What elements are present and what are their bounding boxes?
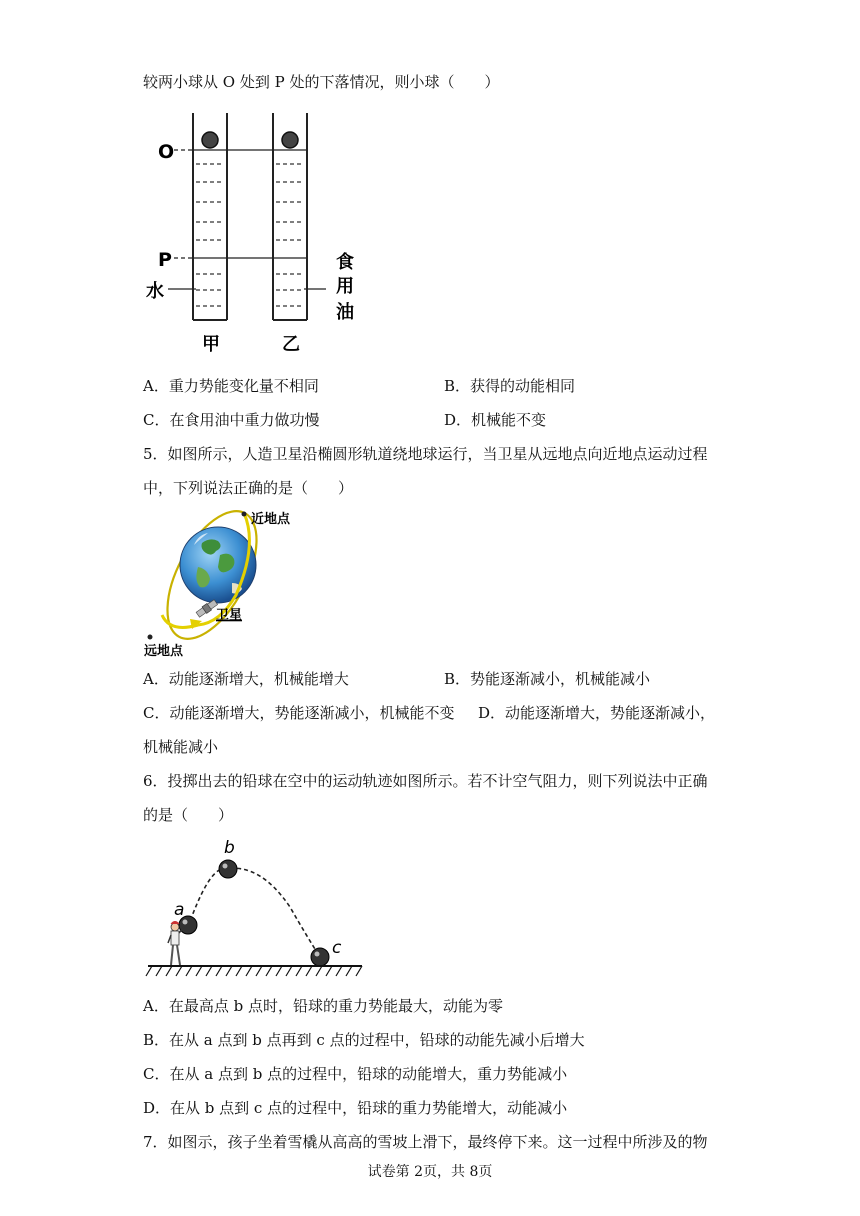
q6-option-c[interactable]: C．在从 a 点到 b 点的过程中，铅球的动能增大，重力势能减小: [143, 1065, 568, 1083]
label-o: O: [158, 141, 175, 163]
label-perigee: 近地点: [251, 512, 291, 527]
q5-satellite-figure: [140, 505, 320, 660]
label-oil-1: 食: [336, 252, 354, 273]
q4-stem-end: 较两小球从 O 处到 P 处的下落情况，则小球（ ）: [143, 73, 500, 91]
q6-shot-put-figure: [140, 835, 380, 985]
q5-stem-line1: 5．如图所示，人造卫星沿椭圆形轨道绕地球运行，当卫星从远地点向近地点运动过程: [143, 445, 708, 463]
label-satellite: 卫星: [216, 608, 243, 623]
label-apogee: 远地点: [144, 644, 184, 659]
label-a: a: [174, 900, 185, 920]
ball-c: [311, 948, 329, 966]
q4-option-a[interactable]: A．重力势能变化量不相同: [143, 377, 319, 395]
q5-option-c[interactable]: C．动能逐渐增大，势能逐渐减小，机械能不变: [143, 704, 455, 722]
label-c: c: [332, 938, 342, 958]
label-water: 水: [146, 281, 164, 302]
q4-option-d[interactable]: D．机械能不变: [444, 411, 547, 429]
label-b: b: [224, 838, 235, 858]
q7-stem-line1: 7．如图示，孩子坐着雪橇从高高的雪坡上滑下，最终停下来。这一过程中所涉及的物: [143, 1133, 708, 1151]
q4-tubes-figure: [140, 108, 380, 358]
label-yi: 乙: [282, 334, 300, 355]
q6-option-a[interactable]: A．在最高点 b 点时，铅球的重力势能最大，动能为零: [143, 997, 503, 1015]
q4-option-b[interactable]: B．获得的动能相同: [444, 377, 576, 395]
q5-stem-line2: 中，下列说法正确的是（ ）: [143, 479, 354, 497]
ball-b: [219, 860, 237, 878]
label-jia: 甲: [202, 334, 220, 355]
q6-stem-line2: 的是（ ）: [143, 806, 234, 824]
q4-option-c[interactable]: C．在食用油中重力做功慢: [143, 411, 320, 429]
label-oil-3: 油: [336, 302, 354, 323]
q5-option-d-line1[interactable]: D．动能逐渐增大，势能逐渐减小，: [478, 704, 716, 722]
q5-option-a[interactable]: A．动能逐渐增大，机械能增大: [143, 670, 349, 688]
label-p: P: [158, 249, 172, 271]
earth: [180, 527, 256, 603]
label-oil-2: 用: [336, 276, 354, 297]
tube-yi: [273, 113, 307, 320]
q6-stem-line1: 6．投掷出去的铅球在空中的运动轨迹如图所示。若不计空气阻力，则下列说法中正确: [143, 772, 708, 790]
tube-jia: [193, 113, 227, 320]
q6-option-b[interactable]: B．在从 a 点到 b 点再到 c 点的过程中，铅球的动能先减小后增大: [143, 1031, 585, 1049]
q5-option-b[interactable]: B．势能逐渐减小，机械能减小: [444, 670, 651, 688]
page-footer: 试卷第 2页，共 8页: [367, 1164, 493, 1180]
q6-option-d[interactable]: D．在从 b 点到 c 点的过程中，铅球的重力势能增大，动能减小: [143, 1099, 568, 1117]
q5-option-d-line2: 机械能减小: [143, 738, 219, 756]
